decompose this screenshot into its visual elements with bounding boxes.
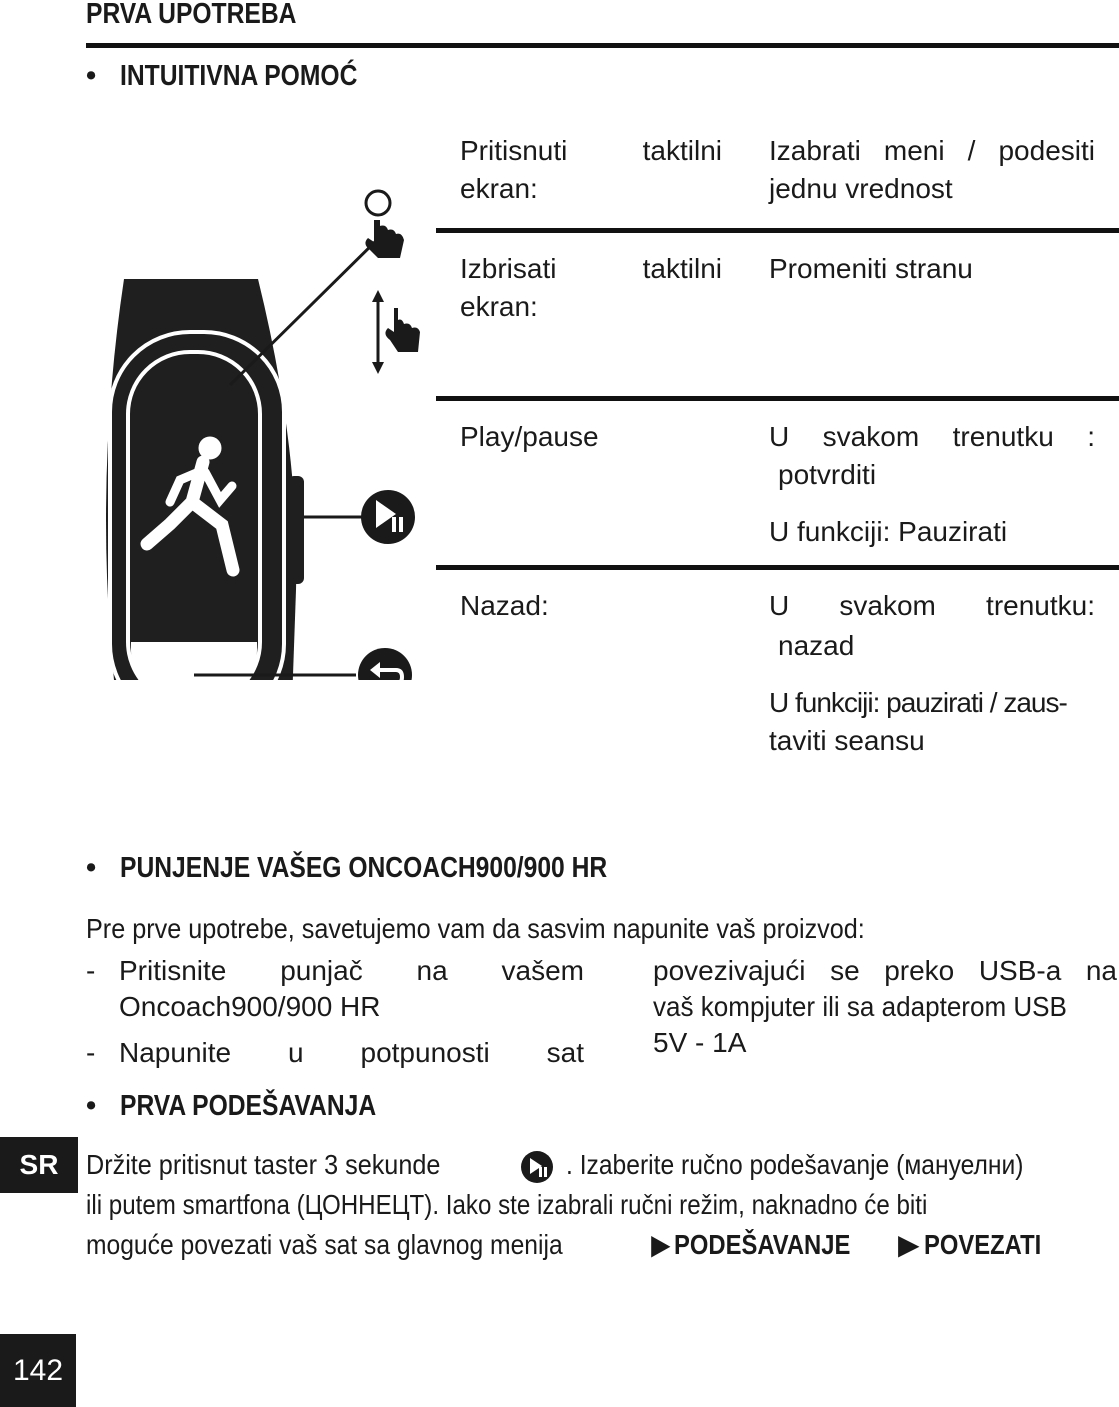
row4-result-line2: nazad [778, 630, 855, 661]
list-dash: - [86, 1037, 96, 1068]
page-number: 142 [0, 1334, 76, 1407]
back-icon [358, 648, 412, 680]
row2-action-line1: Izbrisati taktilni [460, 253, 722, 284]
charge-item1-line1: Pritisnite punjač na vašem [119, 955, 584, 986]
row1-result-line2: jednu vrednost [769, 173, 953, 204]
row3-result-line1: U svakom trenutku : [769, 421, 1095, 452]
row3-action: Play/pause [460, 421, 599, 452]
settings-line2: ili putem smartfona (ЦОННЕЦТ). Iako ste izabrali ručni režim, naknadno će biti [86, 1189, 928, 1220]
table-rule [436, 565, 1119, 570]
watch-side-button [288, 476, 304, 584]
arrow-right-icon: ▶ [651, 1229, 671, 1260]
charge-item2-line1: Napunite u potpunosti sat [119, 1037, 584, 1068]
arrow-right-icon: ▶ [898, 1229, 920, 1260]
swipe-hand-icon [372, 290, 420, 374]
watch-illustration [0, 180, 440, 680]
menu-item-connect: POVEZATI [924, 1229, 1042, 1260]
title-rule [86, 43, 1119, 48]
table-rule [436, 228, 1119, 233]
help-heading: • INTUITIVNA POMOĆ [86, 60, 358, 92]
settings-line1-a: Držite pritisnut taster 3 sekunde [86, 1149, 441, 1180]
play-pause-icon [361, 490, 415, 544]
row4-result-line1: U svakom trenutku: [769, 590, 1095, 621]
row3-result-line3: U funkciji: Pauzirati [769, 516, 1008, 547]
settings-line1-b: . Izaberite ručno podešavanje (мануелни) [566, 1149, 1024, 1180]
charge-item1-line2: Oncoach900/900 HR [119, 991, 381, 1022]
row1-action-line1: Pritisnuti taktilni [460, 135, 722, 166]
list-dash: - [86, 955, 96, 986]
page-title: PRVA UPOTREBA [86, 0, 297, 30]
settings-heading: • PRVA PODEŠAVANJA [86, 1090, 377, 1122]
row4-result-line4: taviti seansu [769, 725, 925, 756]
row2-result-line1: Promeniti stranu [769, 253, 973, 284]
language-tab: SR [0, 1137, 78, 1193]
charge-heading: • PUNJENJE VAŠEG ONCOACH900/900 HR [86, 852, 608, 884]
menu-path [650, 1226, 1042, 1264]
menu-item-settings: PODEŠAVANJE [674, 1229, 851, 1260]
charge-col2-line3: 5V - 1A [653, 1027, 747, 1058]
row4-action: Nazad: [460, 590, 549, 621]
row1-action-line2: ekran: [460, 173, 538, 204]
row1-result-line1: Izabrati meni / podesiti [769, 135, 1095, 166]
row4-result-line3: U funkciji: pauzirati / zaus- [769, 687, 1067, 718]
charge-intro: Pre prve upotrebe, savetujemo vam da sasvim napunite vaš proizvod: [86, 913, 865, 944]
table-rule [436, 396, 1119, 401]
row2-action-line2: ekran: [460, 291, 538, 322]
play-pause-inline-icon [520, 1150, 554, 1184]
charge-col2-line2: vaš kompjuter ili sa adapterom USB [653, 991, 1067, 1022]
row3-result-line2: potvrditi [778, 459, 877, 490]
charge-col2-line1: povezivajući se preko USB-a na [653, 955, 1117, 986]
tap-hand-icon [365, 191, 404, 258]
